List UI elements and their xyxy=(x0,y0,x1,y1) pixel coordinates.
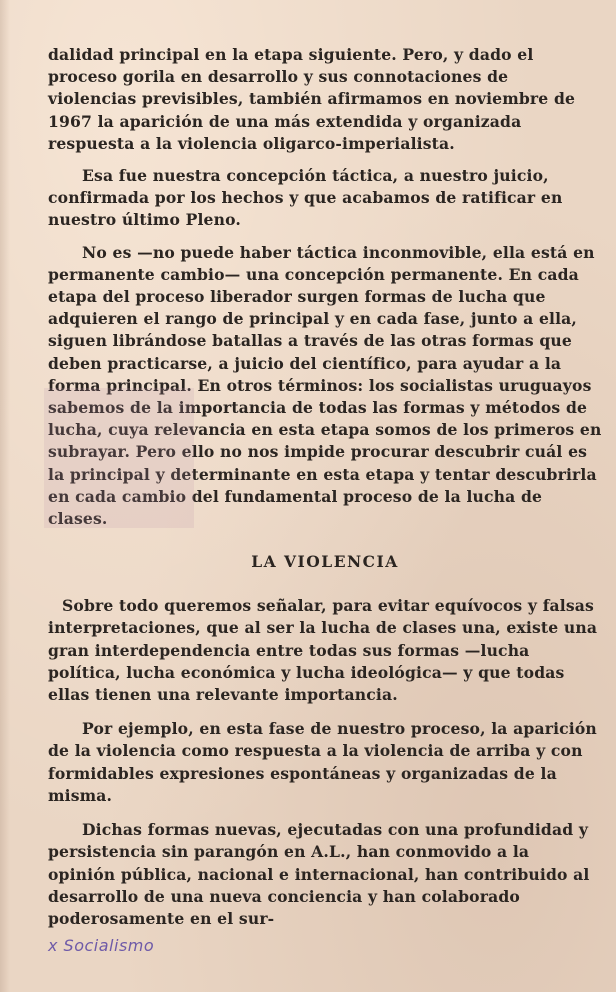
paragraph-5: Por ejemplo, en esta fase de nuestro proceso, la aparición de la violencia como respuesta a la violencia de arriba y con formidables expresiones espontáneas y organizadas de la misma. xyxy=(48,719,597,805)
section-title: LA VIOLENCIA xyxy=(251,552,399,572)
page-edge-shadow xyxy=(0,0,10,992)
paragraph-4: Sobre todo queremos señalar, para evitar equívocos y falsas interpretaciones, que al ser la lucha de clases una, existe una gran interdependencia entre todas sus formas —lucha política, lucha económica y lucha ideológica— y que todas ellas tienen una relevante importancia. xyxy=(48,596,598,705)
paragraph-6: Dichas formas nuevas, ejecutadas con una profundidad y persistencia sin parangón en A.L., han conmovido a la opinión pública, nacional e internacional, han contribuido al desarrollo de una nueva conciencia y han colaborado poderosamente en el sur- xyxy=(48,820,590,928)
handwritten-margin-note: x Socialismo xyxy=(48,936,155,955)
paragraph-2: Esa fue nuestra concepción táctica, a nuestro juicio, confirmada por los hechos y que acabamos de ratificar en nuestro último Pleno. xyxy=(48,166,563,230)
paragraph-3: No es —no puede haber táctica inconmovible, ella está en permanente cambio— una concepción permanente. En cada etapa del proceso liberador surgen formas de lucha que adquieren el rango de principal y en cada fase, junto a ella, siguen librándose batallas a través de las otras formas que deben practicarse, a juicio del científico, para ayudar a la forma principal. En otros términos: los socialistas uruguayos sabemos de la importancia de todas las formas y métodos de lucha, cuya relevancia en esta etapa somos de los primeros en subrayar. Pero ello no nos impide procurar descubrir cuál es la principal y determinante en esta etapa y tentar descubrirla en cada cambio del fundamental proceso de la lucha de clases. xyxy=(48,242,602,529)
paragraph-1: dalidad principal en la etapa siguiente. Pero, y dado el proceso gorila en desarrollo y sus connotaciones de violencias previsibles, también afirmamos en noviembre de 1967 la aparición de una más extendida y organizada respuesta a la violencia oligarco-imperialista. xyxy=(48,45,576,153)
